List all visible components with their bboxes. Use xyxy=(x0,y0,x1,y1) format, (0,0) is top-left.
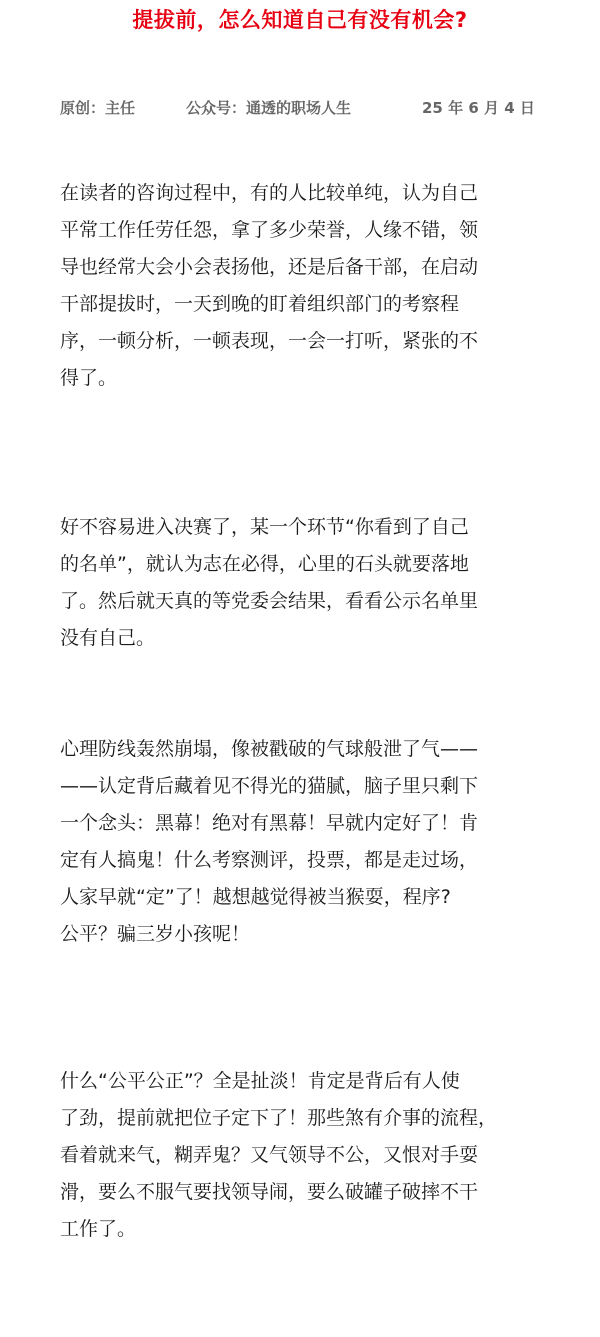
paragraph-line: 在读者的咨询过程中，有的人比较单纯，认为自己 xyxy=(60,182,479,204)
paragraph-line: 心理防线轰然崩塌，像被戳破的气球般泄了气—— xyxy=(60,738,479,760)
paragraph-line: 干部提拔时，一天到晚的盯着组织部门的考察程 xyxy=(60,293,460,315)
paragraph-line: 了。然后就天真的等党委会结果，看看公示名单里 xyxy=(60,590,479,612)
article-title: 提拔前，怎么知道自己有没有机会? xyxy=(132,8,468,32)
paragraph-1 xyxy=(60,175,550,397)
paragraph-line: 好不容易进入决赛了，某一个环节“你看到了自己 xyxy=(60,516,469,538)
paragraph-line: 公平？骗三岁小孩呢！ xyxy=(60,923,251,945)
paragraph-line: 了劲，提前就把位子定下了！那些煞有介事的流程， xyxy=(60,1107,498,1129)
paragraph-line: 一个念头：黑幕！绝对有黑幕！早就内定好了！肯 xyxy=(60,812,479,834)
paragraph-line: 什么“公平公正”？全是扯淡！肯定是背后有人使 xyxy=(60,1070,460,1092)
paragraph-line: 滑，要么不服气要找领导闹，要么破罐子破摔不干 xyxy=(60,1181,479,1203)
paragraph-line: 没有自己。 xyxy=(60,627,156,649)
paragraph-4 xyxy=(60,1063,550,1248)
account-name: 公众号：通透的职场人生 xyxy=(186,99,352,117)
paragraph-line: 导也经常大会小会表扬他，还是后备干部，在启动 xyxy=(60,256,479,278)
paragraph-line: 平常工作任劳任怨，拿了多少荣誉，人缘不错，领 xyxy=(60,219,479,241)
paragraph-line: 的名单”，就认为志在必得，心里的石头就要落地 xyxy=(60,553,469,575)
paragraph-line: 得了。 xyxy=(60,367,118,389)
paragraph-line: 定有人搞鬼！什么考察测评，投票，都是走过场， xyxy=(60,849,479,871)
paragraph-line: ——认定背后藏着见不得光的猫腻，脑子里只剩下 xyxy=(60,775,479,797)
paragraph-3 xyxy=(60,731,550,953)
paragraph-line: 看着就来气，糊弄鬼？又气领导不公，又恨对手耍 xyxy=(60,1144,479,1166)
paragraph-line: 工作了。 xyxy=(60,1218,137,1240)
paragraph-line: 序，一顿分析，一顿表现，一会一打听，紧张的不 xyxy=(60,330,479,352)
publish-date: 25 年 6 月 4 日 xyxy=(422,99,535,117)
paragraph-2 xyxy=(60,509,550,657)
author-label: 原创：主任 xyxy=(60,99,136,117)
paragraph-line: 人家早就“定”了！越想越觉得被当猴耍，程序? xyxy=(60,886,451,908)
